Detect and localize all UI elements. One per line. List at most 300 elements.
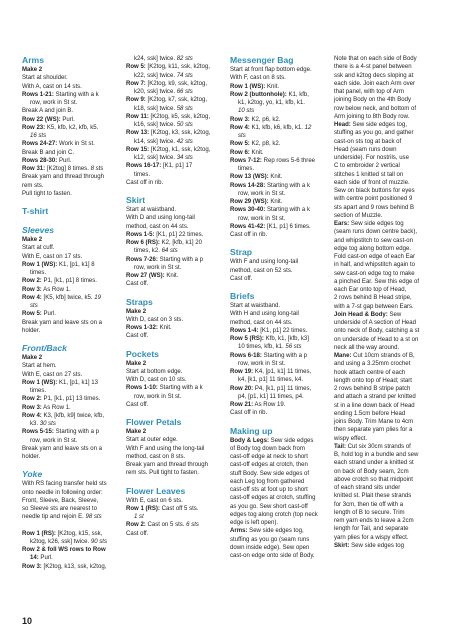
instruction-line (22, 497, 122, 505)
line-text: Cast off in rib. (230, 232, 268, 238)
row-label: Make 2 (22, 355, 43, 361)
section-gap (230, 283, 330, 291)
row-label: Row 5: (22, 311, 42, 318)
line-text: hook attach centre of each (334, 369, 406, 376)
line-text: K2, p6, k2. (249, 116, 281, 123)
instruction-line (334, 228, 438, 236)
line-text: there is a 4-st panel between (334, 64, 412, 71)
instruction-line (126, 280, 226, 288)
row-label: Row 11: (126, 113, 149, 120)
instruction-line (22, 302, 122, 310)
section-gap (126, 187, 226, 195)
instruction-line (126, 445, 226, 453)
line-text: [K2tog] 8 times. (45, 166, 91, 172)
instruction-line (334, 80, 438, 88)
stitch-count: 90 sts (90, 538, 107, 545)
instruction-line (126, 272, 226, 280)
line-text: [K2tog, k3, ssk, k2tog, (149, 130, 211, 137)
stitch-count: 34 sts (176, 155, 193, 161)
instruction-line (126, 530, 226, 538)
instruction-line (22, 132, 122, 140)
line-text: length onto top of Head; start (334, 377, 412, 384)
instruction-line (22, 83, 122, 91)
row-label: Row 5: (230, 141, 250, 148)
stitch-count: 16 sts (30, 133, 47, 139)
instruction-line (126, 239, 226, 247)
line-text: method, cast on 8 sts. (126, 453, 186, 460)
row-label: Row 5: (126, 64, 146, 71)
section-heading: Skirt (126, 195, 146, 205)
instruction-line (126, 461, 226, 469)
line-text: C to embroider 2 vertical (334, 163, 400, 170)
instruction-line (22, 66, 122, 74)
instruction-line (22, 107, 122, 115)
row-label: Row 6: (230, 149, 250, 156)
instruction-line (334, 534, 438, 542)
line-text: Start at cuff. (22, 245, 55, 252)
line-text: rem sts. Pull tight to fasten. (126, 470, 199, 477)
line-text: Break A and join B. (22, 108, 74, 115)
instruction-line (230, 182, 330, 190)
line-text: Rep rows 5-6 three (261, 157, 316, 164)
instruction-line (22, 513, 122, 521)
line-text: Starting with a k (53, 91, 99, 98)
line-text: holder. (22, 454, 41, 460)
instruction-line (230, 486, 330, 494)
line-text: Knit. (268, 199, 283, 205)
line-text: Sew side edges tog, (350, 122, 407, 128)
line-text: stitches 1 knitted st tall on (334, 171, 404, 178)
instruction-line (126, 513, 226, 521)
stitch-count: 98 sts (85, 514, 102, 521)
section-heading: T-shirt (22, 206, 49, 216)
instruction-line (22, 428, 122, 436)
instruction-line (126, 247, 226, 255)
line-text: [K1, p1] 6 times. (265, 223, 311, 230)
instruction-line (126, 453, 226, 461)
line-text: k24, ssk] twice. (134, 56, 177, 62)
line-text: k18, ssk] twice. (134, 105, 177, 112)
line-text: With F and using the long-tail (126, 445, 205, 452)
instruction-line (22, 277, 122, 285)
instruction-line (334, 418, 438, 426)
instruction-line (230, 66, 330, 74)
line-text: Cast off in rib. (230, 410, 268, 417)
instruction-line (126, 332, 226, 340)
line-text: Purl. (38, 555, 53, 562)
instruction-line (230, 173, 330, 181)
line-text: sts apart and 9 rows behind B (334, 204, 415, 211)
line-text: Break B and join C. (22, 149, 75, 156)
line-text: [K2tog, k7, ssk, k2tog, (145, 97, 207, 104)
instruction-line (334, 501, 438, 509)
line-text: Knit. (157, 325, 172, 331)
instruction-line (22, 99, 122, 107)
pattern-page (22, 55, 436, 615)
line-text: Cast off 5 sts. (159, 505, 199, 512)
section-gap (22, 335, 122, 343)
line-text: k2tog, k26, ssk] twice. (30, 538, 91, 545)
row-label: Row 27 (WS): (126, 273, 165, 279)
line-text: and attach a strand per knitted (334, 394, 416, 401)
line-text: 2 rows behind B Head stripe, (334, 295, 412, 302)
line-text: neck all the way around. (334, 344, 400, 351)
row-label: Rows 14-28: (230, 182, 266, 189)
instruction-line (334, 195, 438, 203)
stitch-count: 12 (304, 124, 312, 131)
line-text: Knit. (268, 174, 283, 181)
instruction-line (22, 261, 122, 269)
stitch-count: 50 sts (176, 122, 193, 128)
instruction-line (230, 461, 330, 469)
line-text: for 3cm, then tie off with a (334, 501, 404, 508)
instruction-line (126, 105, 226, 113)
line-text: onto neck of Body, catching a st (334, 328, 420, 335)
line-text: Starting with a p (261, 352, 307, 359)
row-label: Tail: (334, 443, 346, 450)
line-text: times. (30, 388, 47, 394)
instruction-line (334, 129, 438, 137)
instruction-line (230, 527, 330, 535)
row-label: Rows 24-27: (22, 141, 58, 148)
line-text: times. (134, 171, 151, 178)
instruction-line (334, 294, 438, 302)
line-text: As Row 1. (41, 404, 71, 411)
instruction-line (230, 267, 330, 275)
row-label: Make 2 (22, 237, 43, 243)
row-label: Rows 1-32: (126, 325, 158, 331)
line-text: with a 7-st gap between Ears. (334, 303, 414, 310)
row-label: Make 2 (126, 429, 147, 435)
row-label: Row 20: (230, 385, 254, 392)
instruction-line (334, 426, 438, 434)
instruction-line (334, 212, 438, 220)
instruction-line (334, 245, 438, 253)
instruction-line (334, 360, 438, 368)
line-text: Cast off. (126, 530, 149, 537)
instruction-line (126, 146, 226, 154)
section-heading: Arms (22, 55, 44, 65)
instruction-line (22, 173, 122, 181)
line-text: [K2tog, k11, ssk, k2tog, (145, 64, 210, 71)
instruction-line (334, 96, 438, 104)
line-text: underside). For nostrils, use (334, 155, 409, 161)
row-label: Row 3: (22, 563, 42, 570)
instruction-line (230, 215, 330, 223)
instruction-line (22, 379, 122, 387)
instruction-line (126, 55, 226, 63)
row-label: Body & Legs: (230, 437, 269, 444)
line-text: [K5, kfb] twice, k5. (41, 294, 95, 301)
instruction-line (22, 404, 122, 412)
instruction-line (22, 149, 122, 157)
instruction-line (230, 83, 330, 91)
row-label: Rows 16-17: (126, 163, 162, 170)
instruction-line (230, 511, 330, 519)
line-text: and whipstitch to sew cast-on (334, 237, 413, 244)
row-label: Rows 6-18: (230, 352, 262, 359)
instruction-line (22, 310, 122, 318)
instruction-line (334, 72, 438, 80)
instruction-line (22, 354, 122, 362)
section-gap (126, 409, 226, 417)
instruction-line (22, 362, 122, 370)
line-text: Sew side edges tog, (247, 528, 304, 535)
instruction-line (126, 214, 226, 222)
instruction-line (230, 352, 330, 360)
line-text: row, work in St st. (30, 437, 78, 444)
line-text: Sew (387, 311, 402, 318)
section-gap (126, 341, 226, 349)
instruction-line (334, 451, 438, 459)
instruction-line (334, 63, 438, 71)
instruction-line (230, 437, 330, 445)
stitch-count: 19 (94, 294, 101, 301)
line-text: Break yarn and thread through (22, 174, 105, 181)
instruction-line (334, 509, 438, 517)
instruction-line (22, 387, 122, 395)
section-gap (22, 217, 122, 225)
instruction-line (334, 278, 438, 286)
row-label: Row 13: (126, 130, 150, 137)
instruction-line (126, 376, 226, 384)
instruction-line (126, 428, 226, 436)
instruction-line (334, 517, 438, 525)
instruction-line (230, 190, 330, 198)
row-label: Row 1 (RS): (126, 505, 160, 512)
instruction-line (334, 336, 438, 344)
row-label: Arms: (230, 528, 248, 535)
row-label: Row 3: (22, 404, 42, 411)
line-text: times. (238, 166, 255, 172)
instruction-line (22, 538, 122, 546)
row-label: Ears: (334, 221, 350, 227)
stitch-count: 82 sts (176, 56, 193, 62)
subsection-heading: Yoke (22, 469, 43, 480)
instruction-line (230, 445, 330, 453)
line-text: 2 rows behind B stripe patch (334, 386, 411, 392)
instruction-line (334, 327, 438, 335)
section-gap (230, 418, 330, 426)
instruction-line (334, 261, 438, 269)
instruction-line (126, 360, 226, 368)
instruction-line (230, 157, 330, 165)
line-text: [K2tog, k5, ssk, k2tog, (148, 113, 211, 120)
instruction-line (126, 384, 226, 392)
stitch-count: 58 sts (176, 105, 193, 112)
instruction-line (334, 121, 438, 129)
instruction-line (22, 395, 122, 403)
instruction-line (230, 385, 330, 393)
line-text: As Row 1. (41, 286, 71, 293)
instruction-line (22, 91, 122, 99)
instruction-line (126, 206, 226, 214)
line-text: method, cast on 52 sts. (230, 267, 293, 274)
stitch-count: sts (30, 303, 38, 309)
instruction-line (22, 157, 122, 165)
row-label: Row 19: (230, 369, 254, 375)
instruction-line (230, 74, 330, 82)
row-label: Row 31: (22, 166, 46, 172)
row-label: Row 1 (WS): (22, 379, 58, 386)
instruction-line (334, 179, 438, 187)
line-text: k22, ssk] twice. (134, 72, 177, 79)
line-text: [K1, p1] 17 (161, 163, 193, 170)
line-text: p4, [p1, k1] 11 times, p4. (238, 393, 304, 400)
instruction-line (22, 269, 122, 277)
line-text: Start at hem. (22, 363, 57, 370)
line-text: With H and using long-tail (230, 311, 299, 318)
stitch-count: 1 st (134, 514, 144, 520)
instruction-line (22, 165, 122, 173)
line-text: With A, cast on 14 sts. (22, 83, 82, 90)
instruction-line (334, 393, 438, 401)
instruction-line (126, 96, 226, 104)
instruction-line (126, 316, 226, 324)
instruction-line (334, 311, 438, 319)
line-text: stuffing as you go (seam runs (230, 536, 310, 543)
instruction-line (126, 497, 226, 505)
line-text: With RS facing transfer held sts (22, 481, 107, 488)
line-text: k4, [k1, p1] 11 times, k4. (238, 377, 304, 384)
stitch-count: 6 sts (186, 522, 199, 529)
line-text: stuff Body. Sew side edges of (230, 470, 310, 477)
instruction-line (334, 468, 438, 476)
stitch-count: 66 sts (176, 89, 193, 95)
section-gap (22, 461, 122, 469)
line-text: cast-off sts at foot up to short (230, 487, 308, 493)
section-heading: Messenger Bag (230, 55, 294, 65)
instruction-line (22, 420, 122, 428)
line-text: Cast off. (126, 333, 149, 340)
instruction-line (230, 470, 330, 478)
stitch-count: 42 sts (176, 138, 193, 145)
line-text: stuffing as you go, and gather (334, 130, 414, 137)
line-text: Sew side edges tog (349, 221, 404, 227)
line-text: Cast off. (126, 281, 149, 288)
line-text: Sew side edges tog (349, 542, 404, 549)
line-text: Purl. (60, 116, 75, 123)
line-text: K5, kfb, k2, kfb, k5. (45, 124, 99, 131)
line-text: that panel, with top of Arm (334, 89, 404, 95)
instruction-line (334, 542, 438, 550)
row-label: Row 6 (RS): (126, 240, 160, 246)
row-label: Row 2: (126, 522, 146, 529)
row-label: Make 2 (22, 67, 43, 73)
line-text: each side. Join each Arm over (334, 80, 416, 87)
row-label: Rows 1-5: (126, 231, 155, 238)
instruction-line (126, 80, 226, 88)
instruction-line (230, 99, 330, 107)
instruction-line (230, 360, 330, 368)
line-text: each Ear onto top of Head, (334, 287, 407, 293)
instruction-line (22, 327, 122, 335)
instruction-line (230, 165, 330, 173)
line-text: onto needle in following order: (22, 489, 103, 496)
instruction-line (126, 308, 226, 316)
line-text: Start at outer edge. (126, 437, 178, 444)
line-text: With F, cast on 8 sts. (230, 75, 286, 82)
line-text: st in a line down back of Head (334, 402, 415, 409)
instruction-line (126, 368, 226, 376)
instruction-line (126, 505, 226, 513)
line-text: k1, k2tog, yo, k1, kfb, k1. (238, 100, 305, 106)
instruction-line (334, 171, 438, 179)
line-text: cast-off edge at neck to short (230, 454, 308, 460)
line-text: row below neck, and bottom of (334, 105, 417, 112)
instruction-line (22, 554, 122, 562)
line-text: on back of Body seam, 2cm (334, 468, 409, 475)
instruction-line (126, 154, 226, 162)
instruction-line (126, 171, 226, 179)
row-label: Row 3: (230, 116, 250, 123)
line-text: As Row 19. (253, 402, 286, 408)
instruction-line (230, 453, 330, 461)
instruction-line (230, 107, 330, 115)
line-text: With D, cast on 10 sts. (126, 377, 187, 383)
instruction-line (230, 198, 330, 206)
instruction-line (230, 544, 330, 552)
line-text: With E, cast on 6 sts. (126, 497, 183, 504)
line-text: row, work in St st. (134, 264, 182, 271)
line-text: Start at waistband. (126, 207, 177, 213)
line-text: P1, [k1, p1] 8 times. (41, 278, 97, 285)
row-label: Row 5 (RS): (230, 336, 264, 342)
instruction-line (334, 476, 438, 484)
line-text: With E, cast on 27 sts. (22, 371, 83, 378)
line-text: K2, p8, k2. (249, 141, 281, 148)
line-text: of each strand sits under (334, 485, 401, 491)
column-2 (126, 55, 226, 538)
instruction-line (22, 294, 122, 302)
line-text: Cut six 30cm strands of (345, 443, 411, 450)
line-text: Kfb, k1, [kfb, k3] (263, 336, 309, 342)
section-heading: Making up (230, 425, 273, 436)
instruction-line (334, 253, 438, 261)
stitch-count: 56 sts (285, 344, 302, 351)
section-heading: Flower Leaves (126, 485, 186, 496)
instruction-line (334, 187, 438, 195)
instruction-line (230, 335, 330, 343)
subsection-heading: Sleeves (22, 225, 55, 235)
line-text: cast-off edges at crotch, stuffing (230, 495, 316, 502)
instruction-line (126, 179, 226, 187)
section-heading: Strap (230, 247, 252, 258)
line-text: with centre point positioned 9 (334, 196, 413, 203)
row-label: Head: (334, 122, 351, 128)
section-gap (230, 239, 330, 247)
line-text: Knit. (249, 149, 264, 156)
stitch-count: 74 sts (176, 72, 193, 79)
line-text: With F and using long-tail (230, 259, 299, 266)
row-label: Rows 7-12: (230, 157, 262, 164)
line-text: cast-off edges at crotch, then (230, 462, 308, 469)
row-label: Rows 1-10: (126, 385, 158, 392)
line-text: Start at front flap bottom edge. (230, 67, 312, 73)
instruction-line (230, 140, 330, 148)
line-text: cast-on edge onto side of Body. (230, 553, 315, 559)
instruction-line (22, 236, 122, 244)
instruction-line (334, 484, 438, 492)
instruction-line (22, 140, 122, 148)
line-text: Starting with a k (265, 207, 310, 214)
instruction-line (22, 190, 122, 198)
row-label: Row 4: (22, 294, 42, 301)
instruction-line (22, 505, 122, 513)
line-text: row, work in St st. (238, 215, 286, 222)
line-text: k20, ssk] twice. (134, 89, 177, 95)
line-text: ending 1.5cm before Head (334, 410, 406, 417)
